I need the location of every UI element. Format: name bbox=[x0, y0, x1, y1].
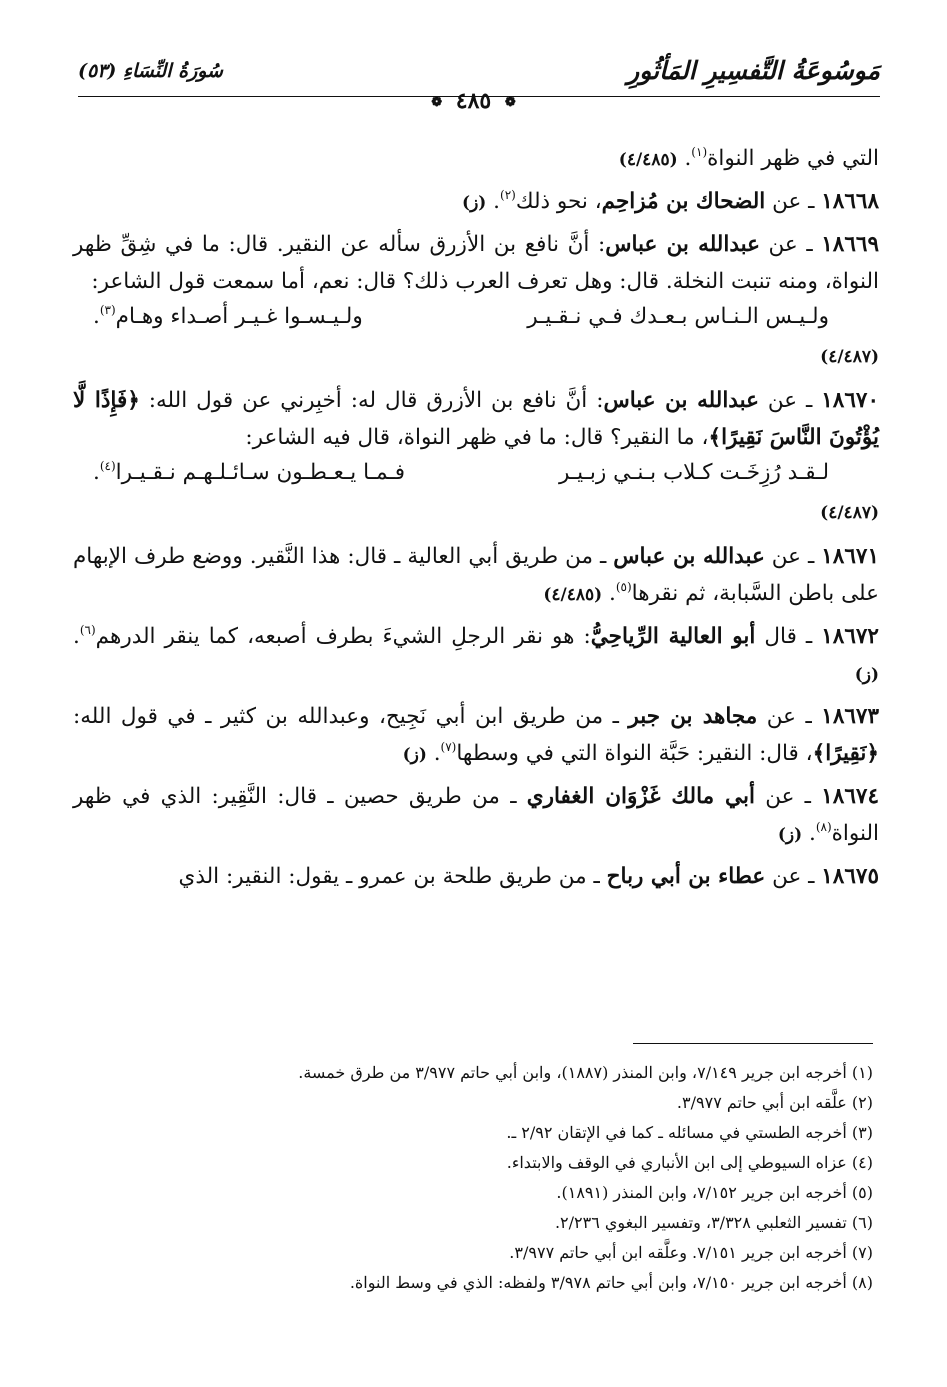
footnote: (٧) أخرجه ابن جرير ٧/١٥١. وعلَّقه ابن أبي حاتم ٣/٩٧٧. bbox=[509, 1243, 873, 1262]
volume-ref: (ز) bbox=[854, 665, 879, 685]
hadith-entry: ١٨٦٧٣ ـ عن مجاهد بن جبر ـ من طريق ابن أبي نَجِيح، وعبدالله بن كثير ـ في قول الله: ﴿نَقِيرًا﴾، قال: النقير: حَبَّة النواة التي في وسطها$^{(٧)}$. (ز) bbox=[73, 704, 880, 766]
poetry-verse bbox=[73, 460, 879, 498]
narrator-name: مجاهد بن جبر bbox=[628, 704, 758, 729]
entry-number: ١٨٦٧٣ bbox=[821, 704, 880, 729]
footnote-marker: (٨) bbox=[815, 820, 832, 834]
narrator-name: عطاء بن أبي رباح bbox=[606, 864, 766, 889]
entry-continuation: التي في ظهر النواة$^{(١)}$. (٤/٤٨٥) bbox=[618, 145, 879, 171]
footnote-marker: (٤) bbox=[99, 459, 116, 473]
footnote-separator bbox=[633, 1043, 873, 1044]
footnote: (٣) أخرجه الطستي في مسائله ـ كما في الإتقان ٢/٩٢ ـ. bbox=[506, 1123, 873, 1142]
poetry-verse bbox=[73, 304, 879, 342]
narrator-name: عبدالله بن عباس bbox=[605, 232, 760, 257]
hadith-entry: ١٨٦٧٥ ـ عن عطاء بن أبي رباح ـ من طريق طلحة بن عمرو ـ يقول: النقير: الذي bbox=[178, 864, 879, 889]
volume-ref: (٤/٤٨٥) bbox=[543, 585, 603, 605]
narrator-name: الضحاك بن مُزاحِم bbox=[601, 189, 766, 214]
entry-number: ١٨٦٧١ bbox=[821, 544, 879, 569]
footnote: (٢) علَّقه ابن أبي حاتم ٣/٩٧٧. bbox=[676, 1093, 873, 1112]
page-number-text: ٤٨٥ bbox=[455, 88, 492, 114]
hadith-entry: ١٨٦٧٢ ـ قال أبو العالية الرِّياحِيُّ: هو نقر الرجلِ الشيءَ بطرف أصبعه، كما ينقر الدرهم$^{(٦)}$. (ز) bbox=[73, 623, 879, 685]
footnote-marker: (٥) bbox=[615, 580, 632, 594]
volume-ref: (ز) bbox=[462, 193, 487, 213]
footnote-marker: (٣) bbox=[99, 303, 116, 317]
volume-ref: (٤/٤٨٧) bbox=[820, 503, 879, 523]
footnote: (٥) أخرجه ابن جرير ٧/١٥٢، وابن المنذر (١٨٩١). bbox=[556, 1183, 873, 1202]
verse-hemistich-1: لـقـد رُزِخَـت كـلاب بـنـي زبـيـر bbox=[558, 460, 829, 485]
hadith-entry: ١٨٦٧١ ـ عن عبدالله بن عباس ـ من طريق أبي العالية ـ قال: هذا النَّقير. ووضع طرف الإبهام على باطن السَّبابة، ثم نقرها$^{(٥)}$. (٤/٤٨٥) bbox=[73, 544, 879, 606]
entry-number: ١٨٦٧٥ bbox=[821, 864, 879, 889]
main-text bbox=[73, 140, 879, 899]
volume-ref: (٤/٤٨٧) bbox=[820, 347, 879, 367]
verse-hemistich-2: ولـيـسـوا غـيـر أصـداء وهـام$^{(٣)}$. bbox=[93, 303, 363, 329]
entry-number: ١٨٦٧٤ bbox=[821, 784, 879, 809]
surah-name: سُورَةُ النِّسَاءِ (٥٣) bbox=[78, 60, 223, 82]
footnote: (١) أخرجه ابن جرير ٧/١٤٩، وابن المنذر (١٨٨٧)، وابن أبي حاتم ٣/٩٧٧ من طرق خمسة. bbox=[298, 1063, 873, 1082]
narrator-name: أبي مالك غَزْوَان الغفاري bbox=[526, 784, 755, 809]
hadith-entry: ١٨٦٦٨ ـ عن الضحاك بن مُزاحِم، نحو ذلك$^{(٢)}$. (ز) bbox=[462, 188, 879, 214]
footnote: (٨) أخرجه ابن جرير ٧/١٥٠، وابن أبي حاتم ٣/٩٧٨ ولفظه: الذي في وسط النواة. bbox=[349, 1273, 873, 1292]
footnote-marker: (٧) bbox=[440, 740, 457, 754]
entry-number: ١٨٦٦٩ bbox=[821, 232, 879, 257]
verse-hemistich-2: فـمـا يـعـطـون سـائـلـهـم نـقـيـرا$^{(٤)}$. bbox=[93, 459, 405, 485]
footnotes bbox=[73, 1058, 873, 1298]
verse-hemistich-1: ولـيـس الـنـاس بـعـدك فـي نـقـيـر bbox=[527, 304, 829, 329]
narrator-name: أبو العالية الرِّياحِيُّ bbox=[590, 624, 756, 649]
hadith-entry: ١٨٦٧٠ ـ عن عبدالله بن عباس: أنَّ نافع بن الأزرق قال له: أخبِرني عن قول الله: ﴿فَإِذًا لَّا يُؤْتُونَ النَّاسَ نَقِيرًا﴾، ما النقير؟ قال: ما في ظهر النواة، قال فيه الشاعر: bbox=[73, 388, 879, 450]
entry-number: ١٨٦٧٠ bbox=[821, 388, 879, 413]
volume-ref: (ز) bbox=[402, 745, 427, 765]
footnote-marker: (٦) bbox=[79, 623, 96, 637]
narrator-name: عبدالله بن عباس bbox=[613, 544, 765, 569]
volume-ref: (ز) bbox=[777, 825, 803, 845]
quran-quote: ﴿نَقِيرًا﴾ bbox=[812, 741, 879, 766]
hadith-entry: ١٨٦٧٤ ـ عن أبي مالك غَزْوَان الغفاري ـ من طريق حصين ـ قال: النَّقِير: الذي في ظهر النواة$^{(٨)}$. (ز) bbox=[73, 784, 879, 846]
footnote: (٦) تفسير الثعلبي ٣/٣٢٨، وتفسير البغوي ٢/٢٣٦. bbox=[554, 1213, 873, 1232]
footnote-marker: (٢) bbox=[500, 188, 516, 202]
page-number bbox=[0, 88, 947, 114]
volume-ref: (٤/٤٨٥) bbox=[618, 150, 678, 170]
ornament-left-icon: ❁ bbox=[431, 94, 443, 110]
quran-quote: ﴿فَإِذًا لَّا يُؤْتُونَ النَّاسَ نَقِيرًا﴾ bbox=[73, 388, 879, 450]
footnote: (٤) عزاه السيوطي إلى ابن الأنباري في الوقف والابتداء. bbox=[506, 1153, 873, 1172]
entry-number: ١٨٦٧٢ bbox=[821, 624, 879, 649]
footnote-marker: (١) bbox=[691, 145, 708, 159]
ornament-right-icon: ❁ bbox=[504, 94, 516, 110]
entry-number: ١٨٦٦٨ bbox=[821, 189, 879, 214]
hadith-entry: ١٨٦٦٩ ـ عن عبدالله بن عباس: أنَّ نافع بن الأزرق سأله عن النقير. قال: ما في شِقِّ ظهر النواة، ومنه تنبت النخلة. قال: وهل تعرف العرب ذلك؟ قال: نعم، أما سمعت قول الشاعر: bbox=[73, 232, 879, 294]
narrator-name: عبدالله بن عباس bbox=[603, 388, 759, 413]
book-title: مَوسُوعَةُ التَّفسِيرِ المَأثُورِ bbox=[627, 56, 880, 85]
